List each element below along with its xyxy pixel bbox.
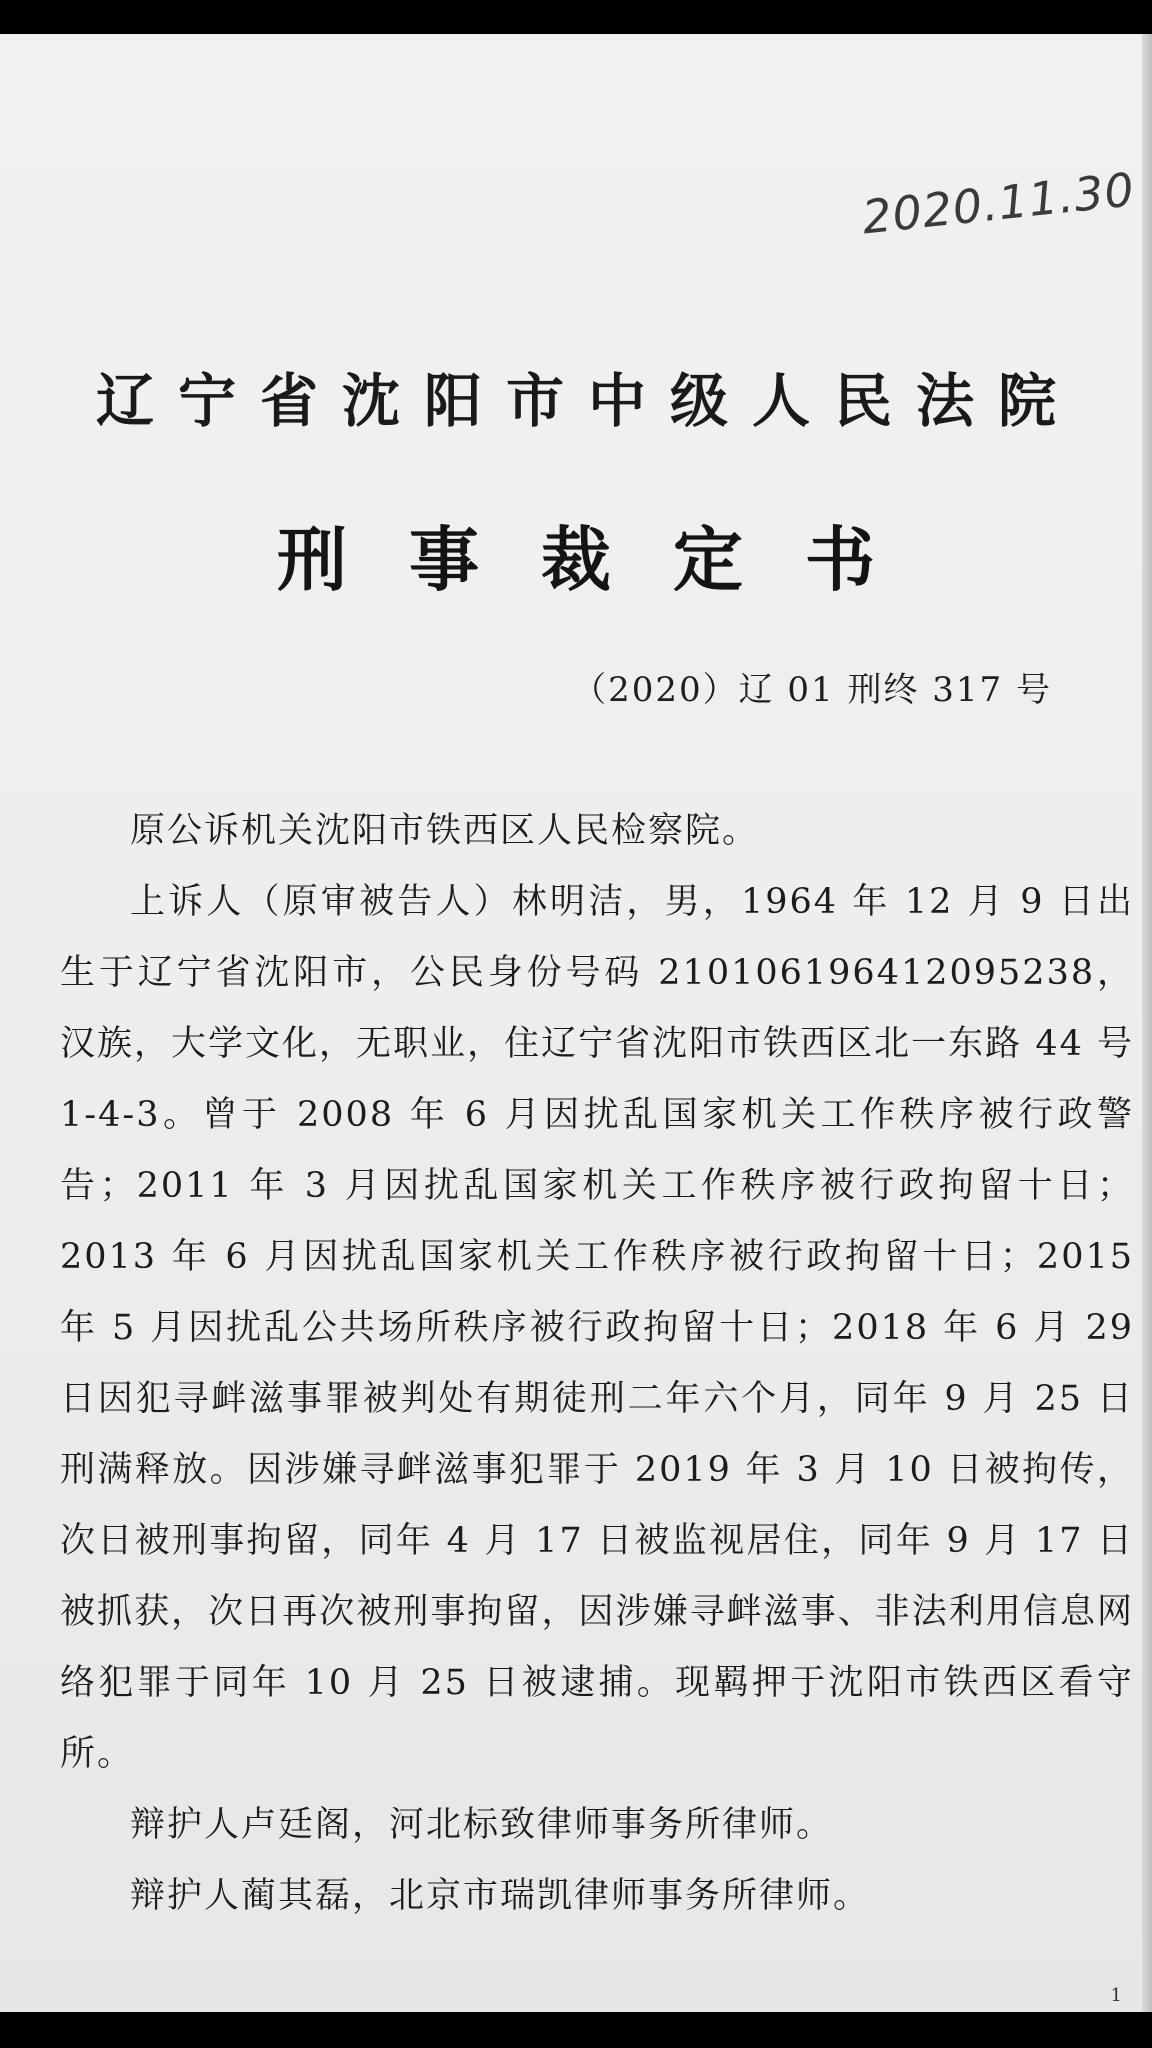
paragraph-prosecutor: 原公诉机关沈阳市铁西区人民检察院。 (130, 811, 760, 851)
paragraph-defender-2: 辩护人蔺其磊，北京市瑞凯律师事务所律师。 (130, 1876, 871, 1916)
court-name-heading: 辽宁省沈阳市中级人民法院 (95, 367, 1080, 435)
paragraph-defender-1: 辩护人卢廷阁，河北标致律师事务所律师。 (130, 1805, 834, 1845)
paragraph-appellant: 上诉人（原审被告人）林明洁，男，1964 年 12 月 9 日出生于辽宁省沈阳市，公民身份号码 210106196412095238，汉族，大学文化，无职业，住辽宁省沈阳市铁西区北一东路 44 号 1-4-3。曾于 2008 年 6 月因扰乱国家机关工作秩序被行政警告；2011 年 3 月因扰乱国家机关工作秩序被行政拘留十日；2013 年 6 月因扰乱国家机关工作秩序被行政拘留十日；2015 年 5 月因扰乱公共场所秩序被行政拘留十日；2018 年 6 月 29 日因犯寻衅滋事罪被判处有期徒刑二年六个月，同年 9 月 25 日刑满释放。因涉嫌寻衅滋事犯罪于 2019 年 3 月 10 日被拘传，次日被刑事拘留，同年 4 月 17 日被监视居住，同年 9 月 17 日被抓获，次日再次被刑事拘留，因涉嫌寻衅滋事、非法利用信息网络犯罪于同年 10 月 25 日被逮捕。现羁押于沈阳市铁西区看守所。 (60, 882, 1134, 1774)
page-number: 1 (1110, 1985, 1122, 2006)
paper-edge (1142, 34, 1152, 2012)
document-type-heading: 刑事裁定书 (277, 518, 937, 601)
document-body (60, 796, 1134, 1932)
document-page (0, 34, 1152, 2012)
case-number: （2020）辽 01 刑终 317 号 (572, 670, 1052, 710)
handwritten-date: 2020.11.30 (859, 162, 1137, 245)
